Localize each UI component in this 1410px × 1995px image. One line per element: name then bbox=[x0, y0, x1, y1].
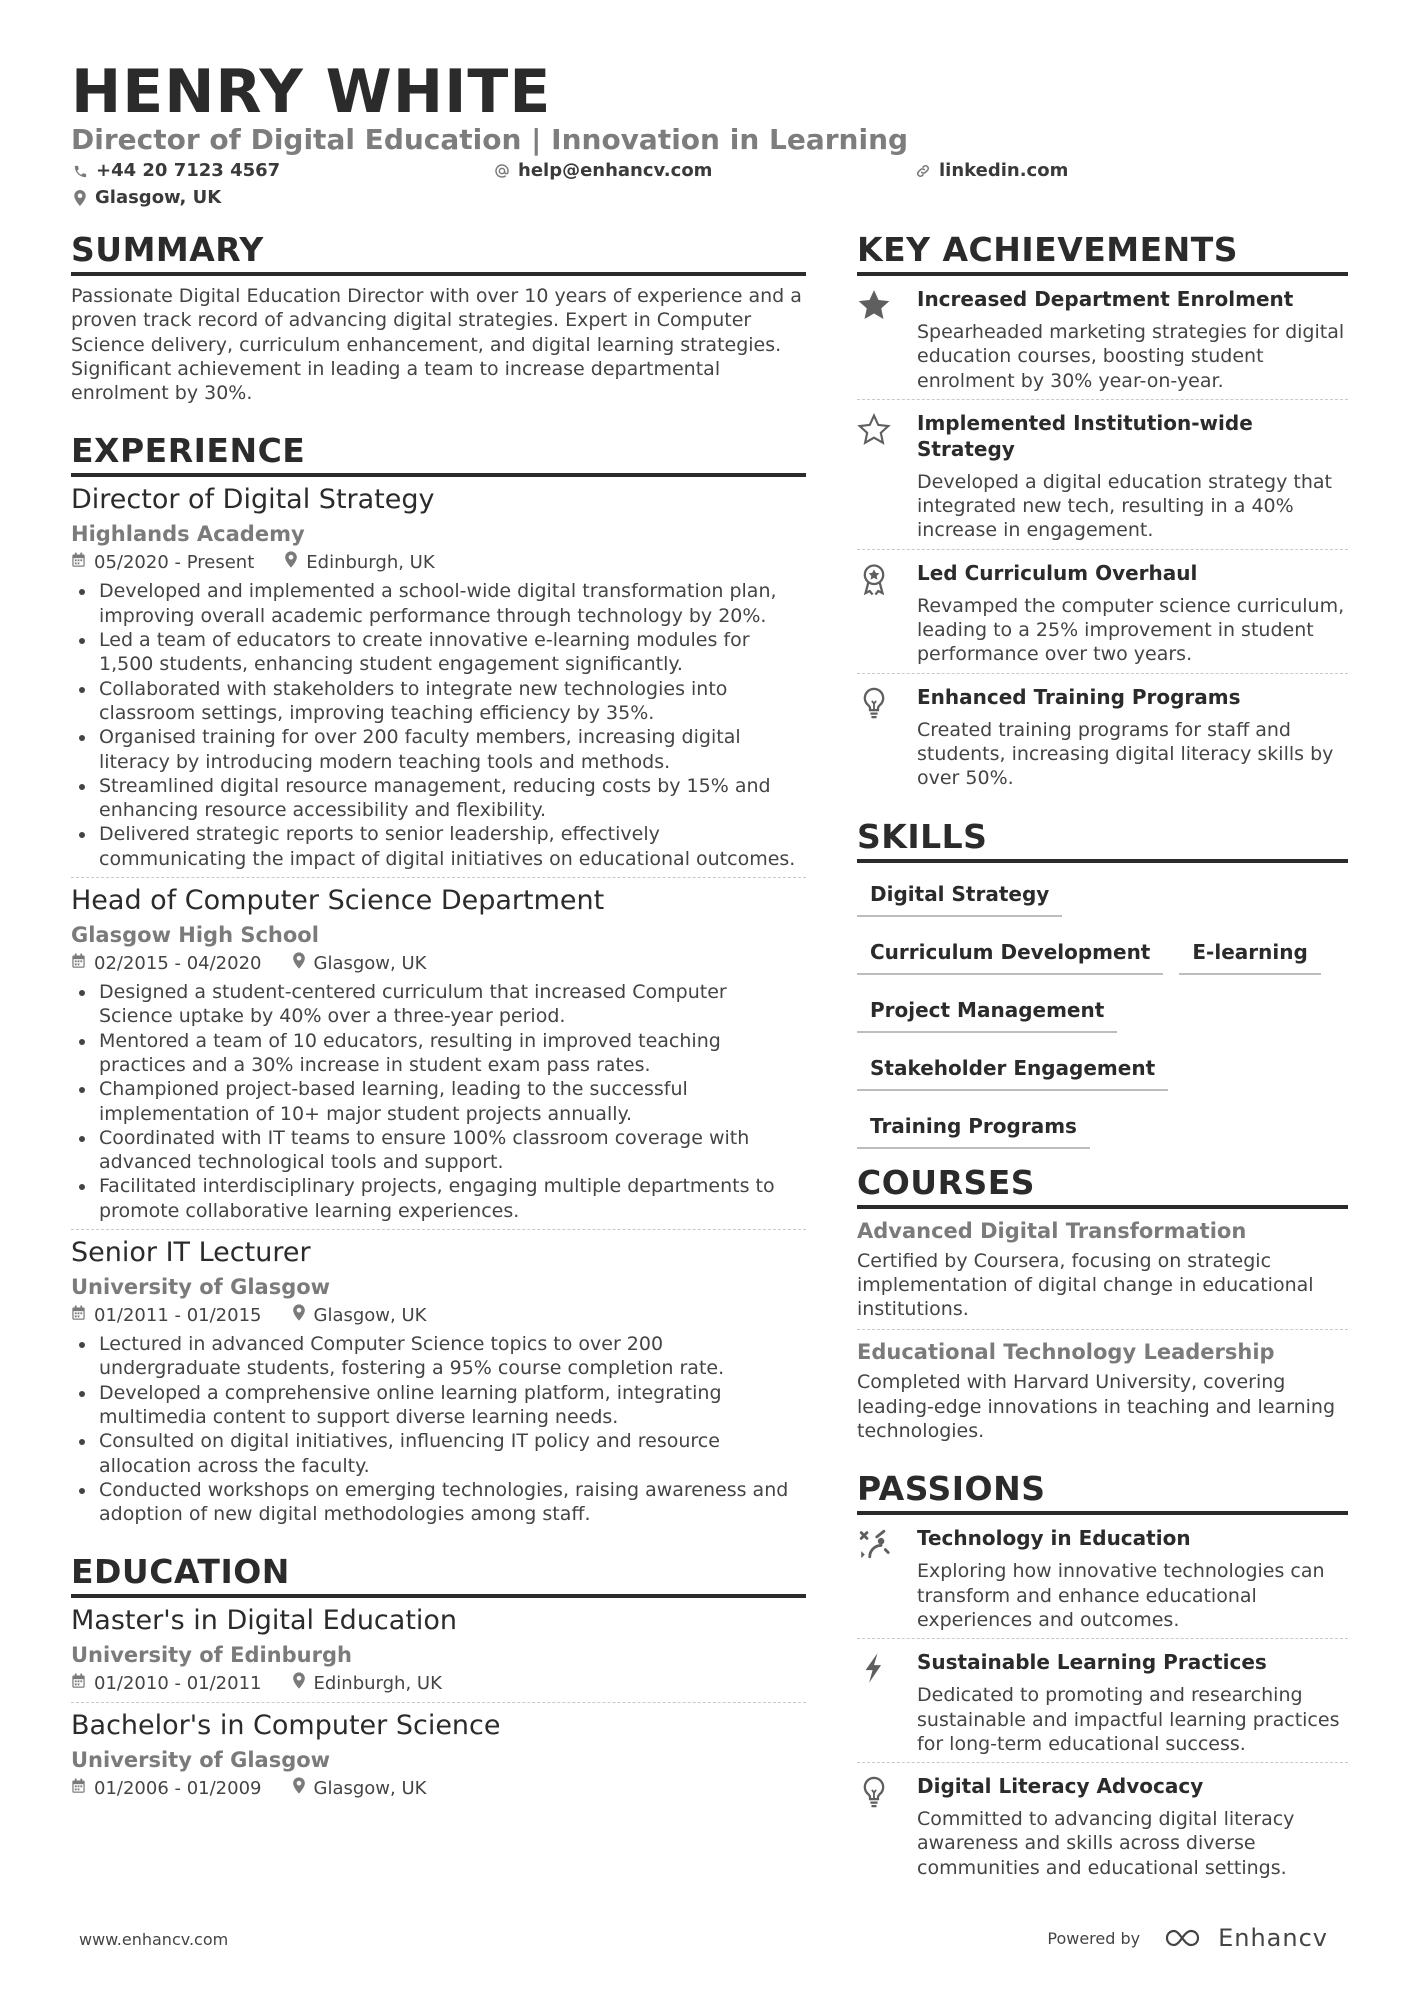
bullet-item: Consulted on digital initiatives, influencing IT policy and resource allocation across the faculty. bbox=[71, 1429, 806, 1478]
bullet-list bbox=[71, 1332, 806, 1526]
achievement-item-description: Created training programs for staff and students, increasing digital literacy skills by over 50%. bbox=[917, 718, 1334, 790]
passion-item bbox=[857, 1763, 1348, 1886]
candidate-title: Director of Digital Education | Innovation in Learning bbox=[71, 123, 909, 156]
calendar-icon bbox=[71, 1672, 86, 1696]
location bbox=[284, 551, 434, 575]
school-name: University of Edinburgh bbox=[71, 1643, 352, 1668]
bullet-item: Facilitated interdisciplinary projects, engaging multiple departments to promote collaborative learning experiences. bbox=[71, 1174, 806, 1223]
skills-heading: SKILLS bbox=[857, 817, 1348, 863]
achievement-item-description: Developed a digital education strategy that integrated new tech, resulting in a 40% increase in engagement. bbox=[917, 470, 1332, 542]
achievement-item-body bbox=[917, 560, 1348, 667]
bullet-item: Streamlined digital resource management, reducing costs by 15% and enhancing resource accessibility and flexibility. bbox=[71, 774, 806, 823]
education-section bbox=[71, 1552, 806, 1807]
passions-heading: PASSIONS bbox=[857, 1469, 1348, 1515]
summary-section bbox=[71, 230, 806, 405]
date-location-row bbox=[71, 551, 806, 575]
passion-item-description: Exploring how innovative technologies can transform and enhance educational experiences and outcomes. bbox=[917, 1560, 1325, 1631]
education-entry bbox=[71, 1703, 806, 1807]
contact-phone bbox=[73, 160, 280, 182]
powered-by-label: Powered by bbox=[1047, 1928, 1141, 1948]
passion-item bbox=[857, 1639, 1348, 1763]
star-filled-icon bbox=[857, 286, 917, 393]
achievement-item bbox=[857, 550, 1348, 674]
passion-item bbox=[857, 1515, 1348, 1639]
skills-list bbox=[857, 877, 1348, 1157]
achievement-item-title: Increased Department Enrolment bbox=[917, 287, 1294, 311]
lightbulb-icon bbox=[857, 1773, 917, 1880]
date-location-row bbox=[71, 952, 806, 976]
date-text: 01/2011 - 01/2015 bbox=[94, 1305, 262, 1327]
contact-linkedin[interactable] bbox=[915, 160, 1068, 182]
contact-location bbox=[73, 187, 221, 209]
summary-heading: SUMMARY bbox=[71, 230, 806, 276]
bullet-item: Championed project-based learning, leading to the successful implementation of 10+ major student projects annually. bbox=[71, 1077, 806, 1126]
phone-text: +44 20 7123 4567 bbox=[96, 160, 281, 181]
achievement-item bbox=[857, 400, 1348, 550]
passion-item-body bbox=[917, 1525, 1348, 1632]
enhancv-logo-icon bbox=[1164, 1926, 1210, 1950]
calendar-icon bbox=[71, 1304, 86, 1328]
calendar-icon bbox=[71, 551, 86, 575]
experience-entry bbox=[71, 878, 806, 1230]
skill-tag: Project Management bbox=[857, 993, 1117, 1033]
bullet-item: Developed and implemented a school-wide digital transformation plan, improving overall academic performance through technology by 20%. bbox=[71, 579, 806, 628]
lightbulb-icon bbox=[857, 684, 917, 791]
passion-item-title: Technology in Education bbox=[917, 1526, 1191, 1551]
location-text: Glasgow, UK bbox=[313, 1305, 427, 1327]
skill-tag: Stakeholder Engagement bbox=[857, 1051, 1168, 1091]
location-pin-icon bbox=[284, 551, 298, 575]
location-text: Glasgow, UK bbox=[313, 1778, 427, 1800]
award-icon bbox=[857, 560, 917, 667]
degree-title: Bachelor's in Computer Science bbox=[71, 1710, 501, 1742]
footer-branding bbox=[1047, 1924, 1328, 1952]
star-outline-icon bbox=[857, 410, 917, 543]
achievement-item bbox=[857, 674, 1348, 797]
achievement-item-body bbox=[917, 684, 1348, 791]
date-text: 01/2006 - 01/2009 bbox=[94, 1778, 262, 1800]
passions-section bbox=[857, 1469, 1348, 1886]
date-location-row bbox=[71, 1304, 806, 1328]
bullet-item: Conducted workshops on emerging technologies, raising awareness and adoption of new digital methodologies among staff. bbox=[71, 1478, 806, 1527]
degree-title: Master's in Digital Education bbox=[71, 1605, 458, 1637]
achievement-item-body bbox=[917, 410, 1348, 543]
calendar-icon bbox=[71, 1777, 86, 1801]
date-text: 02/2015 - 04/2020 bbox=[94, 953, 262, 975]
passions-list bbox=[857, 1515, 1348, 1886]
location bbox=[292, 1777, 427, 1801]
achievements-section bbox=[857, 230, 1348, 797]
satellite-icon bbox=[857, 1525, 917, 1632]
courses-heading: COURSES bbox=[857, 1163, 1348, 1209]
passion-item-body bbox=[917, 1773, 1348, 1880]
job-title: Senior IT Lecturer bbox=[71, 1237, 311, 1269]
bullet-list bbox=[71, 980, 806, 1223]
left-column bbox=[71, 230, 806, 1807]
skill-tag: Digital Strategy bbox=[857, 877, 1062, 917]
summary-text: Passionate Digital Education Director with over 10 years of experience and a proven track record of advancing digital strategies. Expert in Computer Science delivery, curriculum enhancement, and digital learning strategies. Significant achievement in leading a team to increase departmental enrolment by 30%. bbox=[71, 285, 802, 405]
achievement-item-body bbox=[917, 286, 1348, 393]
date-range bbox=[71, 1304, 262, 1328]
date-range bbox=[71, 1777, 262, 1801]
bullet-item: Lectured in advanced Computer Science topics to over 200 undergraduate students, fostering a 95% course completion rate. bbox=[71, 1332, 806, 1381]
experience-heading: EXPERIENCE bbox=[71, 431, 806, 477]
experience-entry bbox=[71, 1230, 806, 1532]
bullet-item: Developed a comprehensive online learning platform, integrating multimedia content to support diverse learning needs. bbox=[71, 1381, 806, 1430]
job-title: Head of Computer Science Department bbox=[71, 885, 605, 917]
date-range bbox=[71, 551, 254, 575]
enhancv-logo[interactable] bbox=[1164, 1924, 1328, 1952]
courses-section bbox=[857, 1163, 1348, 1452]
skills-section bbox=[857, 817, 1348, 1157]
candidate-name: HENRY WHITE bbox=[71, 57, 552, 127]
location-text: Edinburgh, UK bbox=[306, 552, 435, 574]
skill-tag: Training Programs bbox=[857, 1109, 1090, 1149]
bullet-item: Collaborated with stakeholders to integrate new technologies into classroom settings, improving teaching efficiency by 35%. bbox=[71, 677, 806, 726]
date-location-row bbox=[71, 1672, 806, 1696]
course-title: Advanced Digital Transformation bbox=[857, 1218, 1247, 1243]
phone-icon bbox=[73, 164, 88, 179]
passion-item-description: Dedicated to promoting and researching sustainable and impactful learning practices for long-term educational success. bbox=[917, 1684, 1340, 1755]
linkedin-text[interactable]: linkedin.com bbox=[939, 160, 1069, 181]
calendar-icon bbox=[71, 952, 86, 976]
right-column bbox=[857, 230, 1348, 1886]
lightning-icon bbox=[857, 1649, 917, 1756]
location-pin-icon bbox=[292, 1304, 306, 1328]
passion-item-title: Sustainable Learning Practices bbox=[917, 1650, 1267, 1675]
contact-email[interactable] bbox=[494, 160, 712, 182]
company-name: University of Glasgow bbox=[71, 1275, 331, 1300]
courses-list bbox=[857, 1209, 1348, 1452]
course-description: Certified by Coursera, focusing on strategic implementation of digital change in educational institutions. bbox=[857, 1249, 1314, 1321]
job-title: Director of Digital Strategy bbox=[71, 484, 435, 516]
achievement-item bbox=[857, 276, 1348, 400]
experience-entry bbox=[71, 477, 806, 878]
at-icon bbox=[494, 163, 510, 179]
footer-website[interactable]: www.enhancv.com bbox=[79, 1930, 229, 1949]
achievement-item-description: Spearheaded marketing strategies for digital education courses, boosting student enrolment by 30% year-on-year. bbox=[917, 321, 1345, 392]
passion-item-description: Committed to advancing digital literacy awareness and skills across diverse communities and educational settings. bbox=[917, 1808, 1295, 1879]
company-name: Glasgow High School bbox=[71, 923, 319, 948]
bullet-item: Coordinated with IT teams to ensure 100% classroom coverage with advanced technological tools and support. bbox=[71, 1126, 806, 1175]
course-description: Completed with Harvard University, covering leading-edge innovations in teaching and learning technologies. bbox=[857, 1371, 1336, 1443]
company-name: Highlands Academy bbox=[71, 522, 305, 547]
course-entry bbox=[857, 1209, 1348, 1331]
location-pin-icon bbox=[292, 952, 306, 976]
bullet-list bbox=[71, 579, 806, 871]
location-pin-icon bbox=[73, 190, 87, 206]
bullet-item: Delivered strategic reports to senior leadership, effectively communicating the impact of digital initiatives on educational outcomes. bbox=[71, 822, 806, 871]
achievements-heading: KEY ACHIEVEMENTS bbox=[857, 230, 1348, 276]
location-pin-icon bbox=[292, 1672, 306, 1696]
education-heading: EDUCATION bbox=[71, 1552, 806, 1598]
education-entry bbox=[71, 1598, 806, 1703]
location-text: Glasgow, UK bbox=[313, 953, 427, 975]
skill-tag: Curriculum Development bbox=[857, 935, 1163, 975]
school-name: University of Glasgow bbox=[71, 1748, 331, 1773]
bullet-item: Mentored a team of 10 educators, resulting in improved teaching practices and a 30% increase in student exam pass rates. bbox=[71, 1029, 806, 1078]
link-icon bbox=[915, 163, 931, 179]
date-location-row bbox=[71, 1777, 806, 1801]
passion-item-body bbox=[917, 1649, 1348, 1756]
skill-tag: E-learning bbox=[1179, 935, 1320, 975]
location-text: Glasgow, UK bbox=[95, 187, 222, 208]
achievement-item-description: Revamped the computer science curriculum, leading to a 25% improvement in student performance over two years. bbox=[917, 594, 1345, 666]
bullet-item: Led a team of educators to create innovative e-learning modules for 1,500 students, enhancing student engagement significantly. bbox=[71, 628, 806, 677]
date-range bbox=[71, 952, 262, 976]
location bbox=[292, 1304, 427, 1328]
course-title: Educational Technology Leadership bbox=[857, 1340, 1275, 1365]
course-entry bbox=[857, 1330, 1348, 1451]
location-pin-icon bbox=[292, 1777, 306, 1801]
brand-text: Enhancv bbox=[1218, 1924, 1328, 1952]
experience-section bbox=[71, 431, 806, 1532]
achievements-list bbox=[857, 276, 1348, 797]
date-text: 05/2020 - Present bbox=[94, 552, 255, 574]
achievement-item-title: Led Curriculum Overhaul bbox=[917, 560, 1198, 585]
location-text: Edinburgh, UK bbox=[313, 1673, 442, 1695]
location bbox=[292, 1672, 442, 1696]
date-text: 01/2010 - 01/2011 bbox=[94, 1673, 262, 1695]
email-text[interactable]: help@enhancv.com bbox=[518, 160, 713, 181]
bullet-item: Designed a student-centered curriculum that increased Computer Science uptake by 40% over a three-year period. bbox=[71, 980, 806, 1029]
education-list bbox=[71, 1598, 806, 1807]
achievement-item-title: Enhanced Training Programs bbox=[917, 684, 1241, 709]
experience-list bbox=[71, 477, 806, 1532]
location bbox=[292, 952, 427, 976]
date-range bbox=[71, 1672, 262, 1696]
passion-item-title: Digital Literacy Advocacy bbox=[917, 1774, 1204, 1799]
achievement-item-title: Implemented Institution-wide Strategy bbox=[917, 410, 1253, 461]
bullet-item: Organised training for over 200 faculty members, increasing digital literacy by introducing modern teaching tools and methods. bbox=[71, 725, 806, 774]
